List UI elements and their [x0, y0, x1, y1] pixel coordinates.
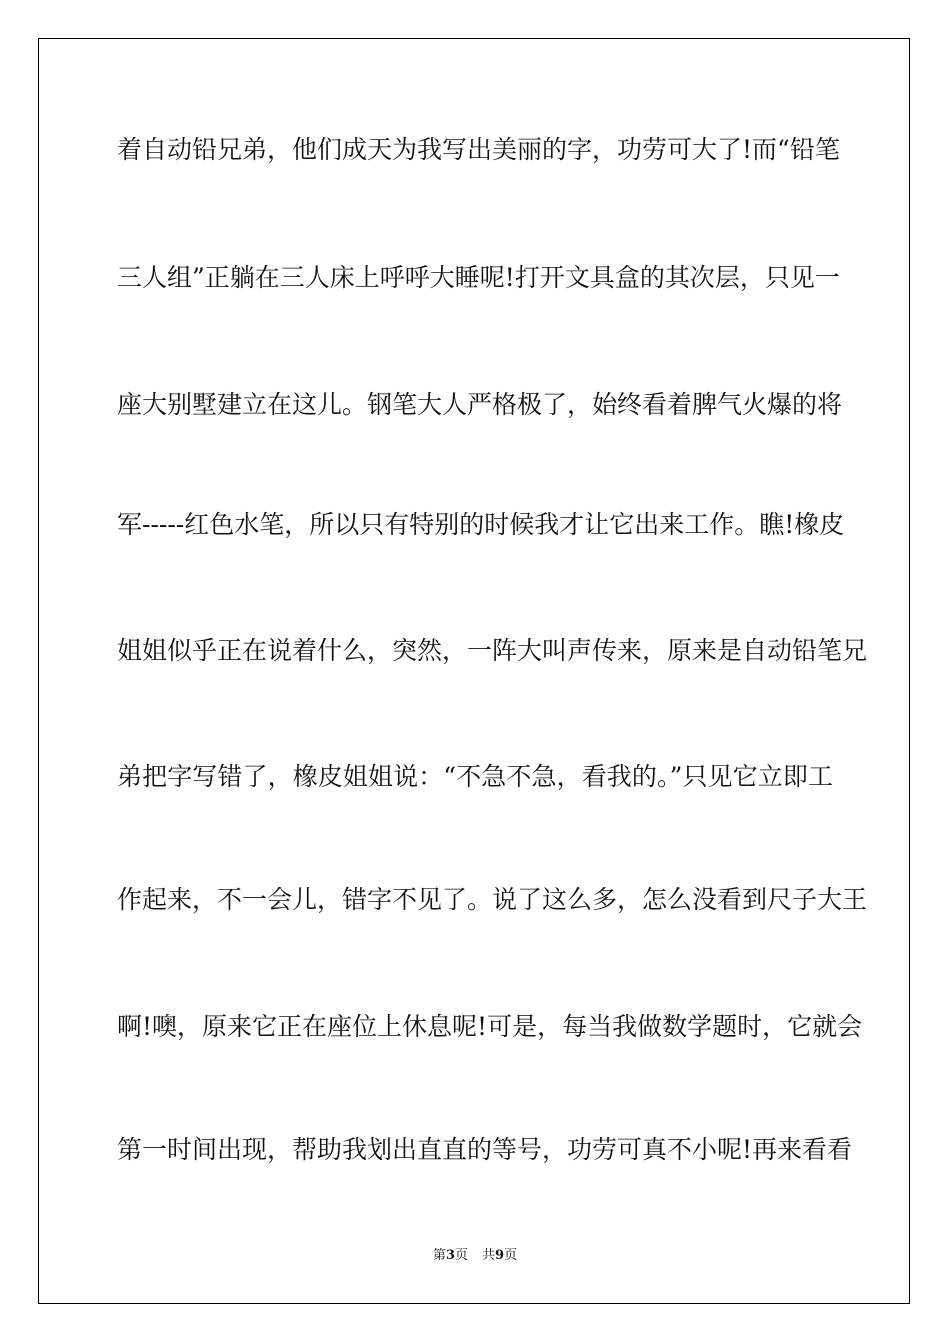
- page-number-suffix: 页: [454, 1248, 468, 1263]
- body-text-line: 第一时间出现，帮助我划出直直的等号，功劳可真不小呢!再来看看: [117, 1135, 853, 1164]
- total-page-count: 9: [495, 1248, 505, 1263]
- page-footer: [0, 1246, 950, 1266]
- page-number-prefix: 第: [432, 1248, 446, 1263]
- total-pages-prefix: 共: [482, 1248, 496, 1263]
- body-text-line: 作起来，不一会儿，错字不见了。说了这么多，怎么没看到尺子大王: [117, 885, 868, 914]
- body-text-line: 军-----红色水笔，所以只有特别的时候我才让它出来工作。瞧!橡皮: [117, 510, 845, 539]
- current-page-number: 3: [445, 1248, 455, 1263]
- page-border: [38, 38, 910, 1304]
- body-text-line: 着自动铅兄弟，他们成天为我写出美丽的字，功劳可大了!而“铅笔: [117, 135, 840, 164]
- body-text-line: 弟把字写错了，橡皮姐姐说：“不急不急，看我的。”只见它立即工: [117, 762, 833, 791]
- body-text-line: 座大别墅建立在这儿。钢笔大人严格极了，始终看着脾气火爆的将: [117, 390, 843, 419]
- body-text-line: 啊!噢，原来它正在座位上休息呢!可是，每当我做数学题时，它就会: [117, 1012, 863, 1041]
- body-text-line: 三人组”正躺在三人床上呼呼大睡呢!打开文具盒的其次层，只见一: [117, 263, 840, 292]
- body-text-line: 姐姐似乎正在说着什么，突然，一阵大叫声传来，原来是自动铅笔兄: [117, 636, 868, 665]
- total-pages-suffix: 页: [504, 1248, 518, 1263]
